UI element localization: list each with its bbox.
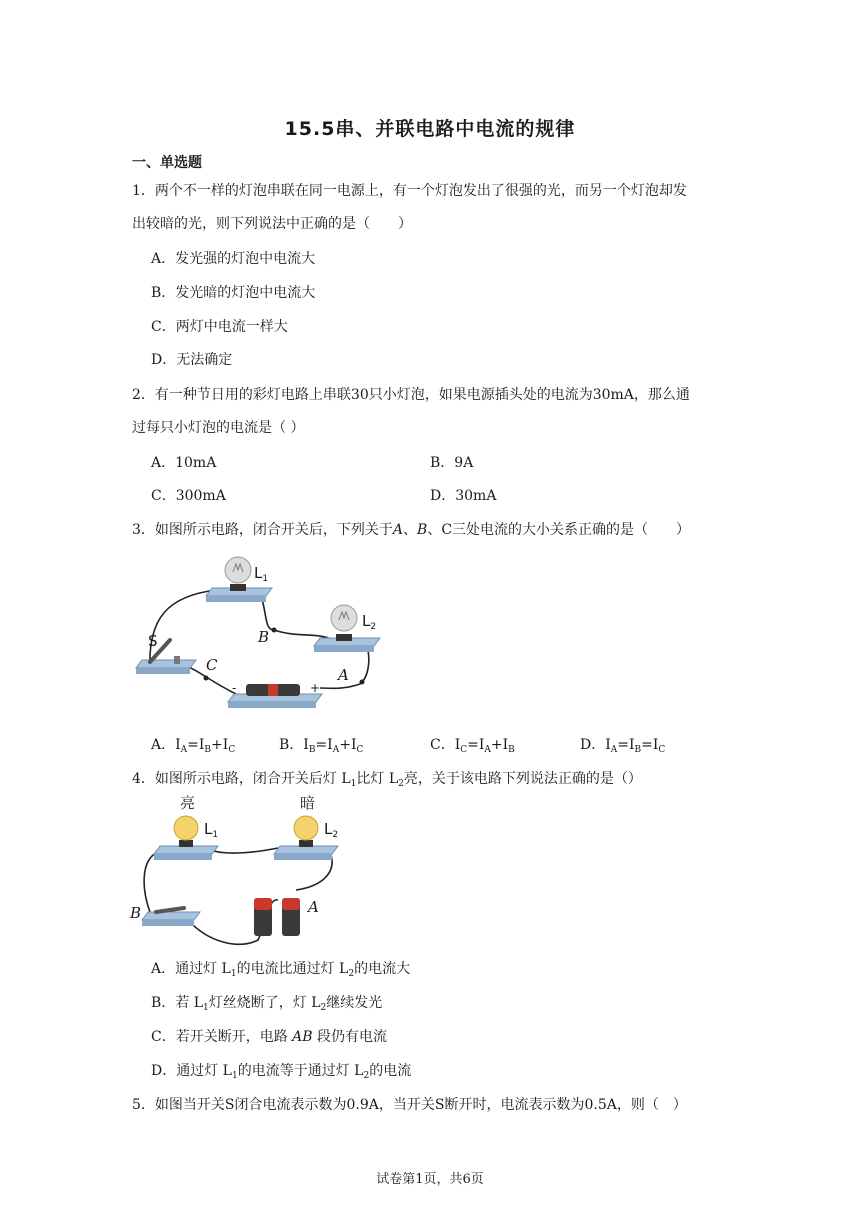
q4-l2-label: $L_2$ bbox=[324, 820, 339, 840]
question-2-option-a: A．10mA bbox=[151, 455, 217, 471]
q3-label-c: C bbox=[206, 656, 218, 674]
q3-l1-base-edge bbox=[206, 596, 266, 602]
q4-l1-socket bbox=[179, 840, 193, 847]
q3-battery-band bbox=[268, 684, 278, 696]
section-heading: 一、单选题 bbox=[132, 155, 202, 171]
q4-l1-base bbox=[154, 846, 218, 854]
q3-battery-base-edge bbox=[228, 702, 316, 708]
page-footer: 试卷第1页，共6页 bbox=[376, 1172, 484, 1187]
question-1-option-b: B．发光暗的灯泡中电流大 bbox=[151, 285, 316, 301]
q3-battery-plus: + bbox=[310, 681, 321, 695]
q3-switch-base bbox=[136, 660, 196, 668]
q3-l1-socket bbox=[230, 584, 246, 591]
q3-point-c-dot bbox=[204, 676, 209, 681]
q4-l2-bulb-icon bbox=[294, 816, 318, 840]
q3-wire-l1-to-l2 bbox=[258, 590, 333, 640]
q3-point-b-dot bbox=[272, 628, 277, 633]
q4-l2-base-edge bbox=[274, 854, 332, 860]
q3-text-a: 3．如图所示电路，闭合开关后，下列关于 bbox=[132, 522, 393, 538]
question-2-text-line1: 2．有一种节日用的彩灯电路上串联30只小灯泡，如果电源插头处的电流为30mA，那么通 bbox=[132, 387, 690, 403]
q3-l2-label: $L_2$ bbox=[362, 612, 377, 632]
q4-battery-1-band bbox=[254, 898, 272, 910]
q4-wire-left bbox=[144, 852, 158, 912]
q4-l1-base-edge bbox=[154, 854, 212, 860]
question-4-option-c: C．若开关断开，电路 AB 段仍有电流 bbox=[151, 1029, 388, 1045]
question-2-option-d: D．30mA bbox=[430, 488, 497, 504]
q3-label-b: B bbox=[258, 628, 270, 646]
q4-wire-l1-l2 bbox=[210, 848, 278, 853]
question-3-option-a: A．$I_A=I_B+I_C$ bbox=[151, 737, 236, 755]
question-2-text-line2: 过每只小灯泡的电流是（ ） bbox=[132, 420, 305, 436]
question-4-text: 4．如图所示电路，闭合开关后灯 $L_1$比灯 $L_2$亮，关于该电路下列说法正确的是（） bbox=[132, 771, 642, 789]
page-title: 15.5串、并联电路中电流的规律 bbox=[284, 118, 576, 140]
q3-point-b: B bbox=[417, 522, 428, 538]
q4-switch-base-edge bbox=[142, 920, 194, 926]
question-3-option-c: C．$I_C=I_A+I_B$ bbox=[430, 737, 515, 755]
q3-text-c: 、 bbox=[403, 522, 418, 538]
question-1-option-a: A．发光强的灯泡中电流大 bbox=[151, 251, 316, 267]
q3-point-a: A bbox=[392, 522, 404, 538]
q3-switch-contact bbox=[174, 656, 180, 664]
question-3-option-b: B．$I_B=I_A+I_C$ bbox=[279, 737, 364, 755]
q4-switch-base bbox=[142, 912, 200, 920]
question-1-option-d: D．无法确定 bbox=[151, 352, 233, 368]
q4-label-b: B bbox=[130, 904, 142, 922]
question-1-text-line2: 出较暗的光，则下列说法中正确的是（ ） bbox=[132, 216, 412, 232]
q3-battery-minus: - bbox=[232, 681, 237, 695]
q3-switch-label: S bbox=[148, 632, 158, 650]
question-1-text-line1: 1．两个不一样的灯泡串联在同一电源上，有一个灯泡发出了很强的光，而另一个灯泡却发 bbox=[132, 183, 687, 199]
q4-dark-label: 暗 bbox=[300, 794, 316, 812]
q4-bright-label: 亮 bbox=[180, 794, 196, 812]
question-3-text bbox=[132, 519, 690, 539]
question-3-circuit-figure bbox=[128, 548, 398, 718]
q3-label-a: A bbox=[338, 666, 349, 684]
question-4-option-a: A．通过灯 $L_1$的电流比通过灯 $L_2$的电流大 bbox=[151, 961, 411, 979]
question-2-option-c: C．300mA bbox=[151, 488, 226, 504]
q3-l2-socket bbox=[336, 634, 352, 641]
question-2-option-b: B．9A bbox=[430, 455, 474, 471]
question-4-option-b: B．若 $L_1$灯丝烧断了，灯 $L_2$继续发光 bbox=[151, 995, 383, 1013]
q4-l2-socket bbox=[299, 840, 313, 847]
q3-point-a-dot bbox=[360, 680, 365, 685]
q4-l2-base bbox=[274, 846, 338, 854]
question-5-text: 5．如图当开关S闭合电流表示数为0.9A，当开关S断开时，电流表示数为0.5A，则（ ） bbox=[132, 1097, 687, 1113]
question-4-circuit-figure bbox=[128, 790, 368, 950]
q3-text-e: 、C三处电流的大小关系正确的是（ ） bbox=[427, 522, 691, 538]
q4-battery-2-band bbox=[282, 898, 300, 910]
q3-l2-base-edge bbox=[314, 646, 374, 652]
q4-switch-lever-icon bbox=[156, 908, 184, 912]
q3-switch-base-edge bbox=[136, 668, 190, 674]
q4-label-a: A bbox=[308, 898, 319, 916]
question-3-option-d: D．$I_A=I_B=I_C$ bbox=[580, 737, 666, 755]
q4-l1-bulb-icon bbox=[174, 816, 198, 840]
q3-l1-label: $L_1$ bbox=[254, 564, 269, 584]
q4-l1-label: $L_1$ bbox=[204, 820, 219, 840]
question-1-option-c: C．两灯中电流一样大 bbox=[151, 319, 288, 335]
question-4-option-d: D．通过灯 $L_1$的电流等于通过灯 $L_2$的电流 bbox=[151, 1063, 412, 1081]
